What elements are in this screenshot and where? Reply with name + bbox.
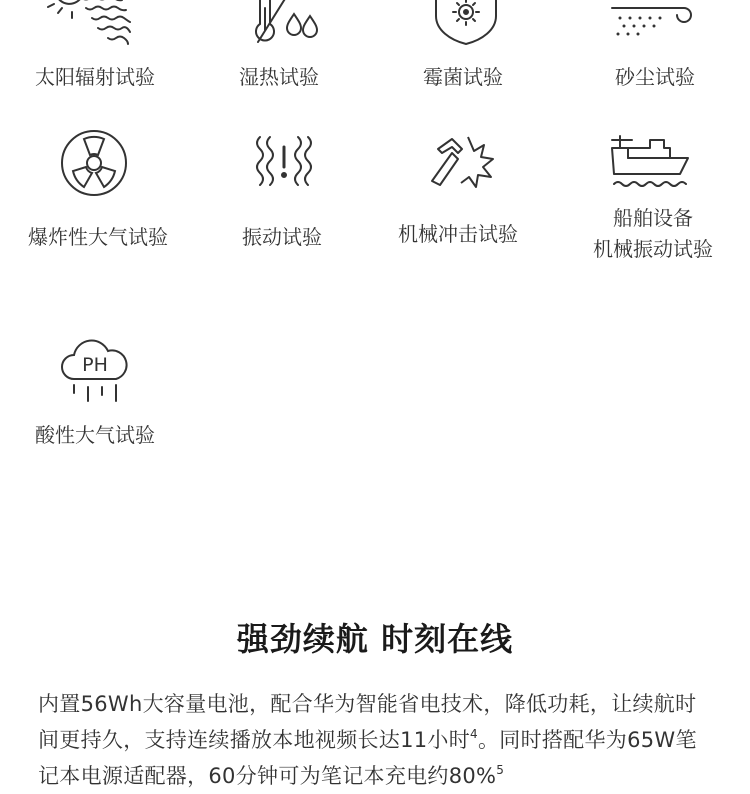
ship-icon (610, 134, 690, 192)
section-paragraph (38, 686, 714, 794)
acid-rain-cloud-icon (60, 339, 130, 405)
footnote-5[interactable]: 5 (496, 763, 505, 777)
test-label-mechanical-shock: 机械冲击试验 (398, 222, 518, 246)
humid-heat-icon (246, 0, 326, 46)
test-label-solar-radiation: 太阳辐射试验 (35, 65, 155, 89)
test-label-acid-atmosphere: 酸性大气试验 (35, 423, 155, 447)
footnote-4[interactable]: 4 (470, 727, 478, 741)
explosive-atmosphere-icon (60, 129, 128, 197)
test-label-humid-heat: 湿热试验 (239, 65, 319, 89)
sand-dust-icon (612, 0, 696, 46)
test-label-vibration: 振动试验 (242, 225, 322, 249)
hammer-impact-icon (430, 133, 496, 193)
test-label-sand-dust: 砂尘试验 (615, 65, 695, 89)
test-label-ship-line2: 机械振动试验 (593, 237, 713, 261)
test-label-mold: 霉菌试验 (423, 65, 503, 89)
ph-icon-text: PH (82, 354, 108, 376)
mold-shield-icon (434, 0, 498, 46)
test-label-ship-line1: 船舶设备 (613, 206, 693, 230)
test-label-explosive-atmosphere: 爆炸性大气试验 (28, 225, 168, 249)
paragraph-part2: 。同时搭配华为65W笔记本电源适配器，60分钟可为笔记本充电约80% (38, 728, 697, 788)
paragraph-part1: 内置56Wh大容量电池，配合华为智能省电技术，降低功耗，让续航时间更持久，支持连续播放本地视频长达11小时 (38, 692, 697, 752)
sun-radiation-icon (52, 0, 132, 46)
vibration-icon (252, 135, 316, 191)
test-label-ship-equipment (558, 203, 748, 265)
section-heading: 强劲续航 时刻在线 (236, 620, 514, 658)
